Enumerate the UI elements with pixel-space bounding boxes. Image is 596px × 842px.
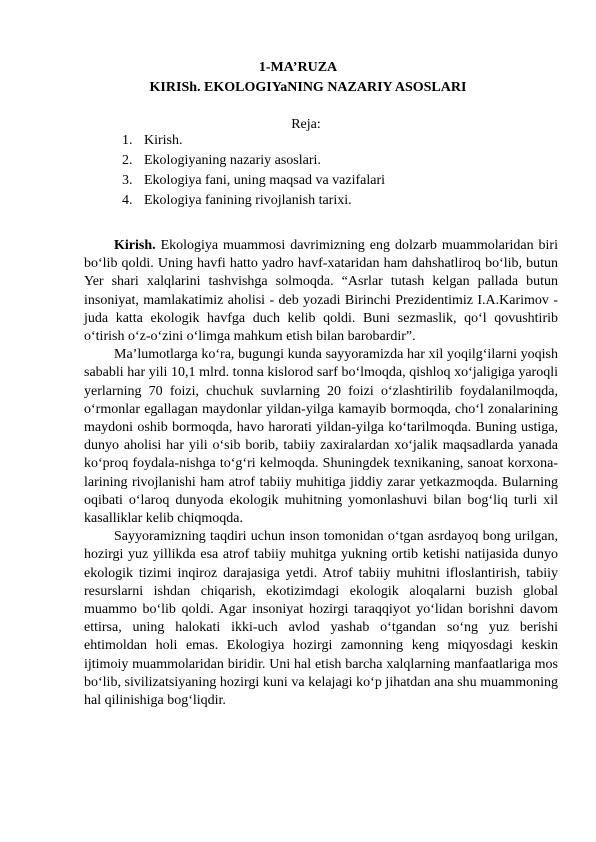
body-text — [84, 237, 558, 710]
plan-heading: Reja: — [291, 117, 321, 132]
plan-item-number: 1. — [122, 133, 133, 148]
plan-item — [122, 171, 385, 191]
paragraph-global-problem: Sayyoramizning taqdiri uchun inson tomonidan o‘tgan asrdayoq bong urilgan, hozirgi yuz yillikda esa atrof tabiiy muhitga yukning ortib ketishi natijasida dunyo ekologik tizimi inqiroz darajasiga yetdi. Atrof tabiiy muhitni ifloslantirish, tabiiy resurslarni ishdan chiqarish, ekotizimdagi ekologik aloqalarni buzish global muammo bo‘lib qoldi. Agar insoniyat hozirgi taraqqiyot yo‘lidan borishni davom ettirsa, uning halokati ikki-uch avlod yashab o‘tgandan so‘ng yuz berishi ehtimoldan holi emas. Ekologiya hozirgi zamonning keng miqyosdagi keskin ijtimoiy muammolaridan biridir. Uni hal etish barcha xalqlarning manfaatlariga mos bo‘lib, sivilizatsiyaning hozirgi kuni va kelajagi ko‘p jihatdan ana shu muammoning hal qilinishiga bog‘liqdir. — [84, 529, 558, 709]
plan-item-number: 3. — [122, 173, 133, 188]
lecture-main-title: KIRISh. EKOLOGIYaNING NAZARIY ASOSLARI — [149, 80, 467, 95]
plan-item-text: Ekologiyaning nazariy asoslari. — [144, 153, 321, 168]
plan-item-text: Ekologiya fanining rivojlanish tarixi. — [144, 193, 352, 208]
intro-lead-word: Kirish. — [114, 238, 156, 253]
plan-item — [122, 191, 385, 211]
plan-item-number: 4. — [122, 193, 133, 208]
lecture-number-title: 1-MA’RUZA — [258, 60, 338, 75]
plan-list — [122, 131, 385, 211]
intro-text: Ekologiya muammosi davrimizning eng dolzarb muammolaridan biri bo‘lib qoldi. Uning havfi hatto yadro havf-xataridan ham dahshatliroq bo‘lib, butun Yer shari xalqlarini tashvishga solmoqda. “Asrlar tutash kelgan pallada butun insoniyat, mamlakatimiz aholisi - deb yozadi Birinchi Prezidentimiz I.A.Karimov - juda katta ekologik havfga duch kelib qoldi. Buni sezmaslik, qo‘l qovushtirib o‘tirish o‘z-o‘zini o‘limga mahkum etish bilan barobardir”. — [84, 238, 558, 345]
paragraph-intro — [84, 237, 558, 346]
plan-item — [122, 131, 385, 151]
plan-item-text: Kirish. — [144, 133, 183, 148]
plan-item-text: Ekologiya fani, uning maqsad va vazifalari — [144, 173, 386, 188]
plan-item — [122, 151, 385, 171]
plan-item-number: 2. — [122, 153, 133, 168]
paragraph-statistics: Ma’lumotlarga ko‘ra, bugungi kunda sayyoramizda har xil yoqilg‘ilarni yoqish sababli har yili 10,1 mlrd. tonna kislorod sarf bo‘lmoqda, qishloq xo‘jaligiga yaroqli yerlarning 70 foizi, chuchuk suvlarning 20 foizi o‘zlashtirilib foydalanilmoqda, o‘rmonlar egallagan maydonlar yildan-yilga kamayib bormoqda, cho‘l zonalarining maydoni oshib bormoqda, havo harorati yildan-yilga ko‘tarilmoqda. Buning ustiga, dunyo aholisi har yili o‘sib borib, tabiiy zaxiralardan xo‘jalik maqsadlarda yanada ko‘proq foydala-nishga to‘g‘ri kelmoqda. Shuningdek texnikaning, sanoat korxona-larining rivojlanishi ham atrof tabiiy muhitiga jiddiy zarar yetkazmoqda. Bularning oqibati o‘laroq dunyoda ekologik muhitning yomonlashuvi bilan bog‘liq turli xil kasalliklar kelib chiqmoqda. — [84, 347, 558, 527]
